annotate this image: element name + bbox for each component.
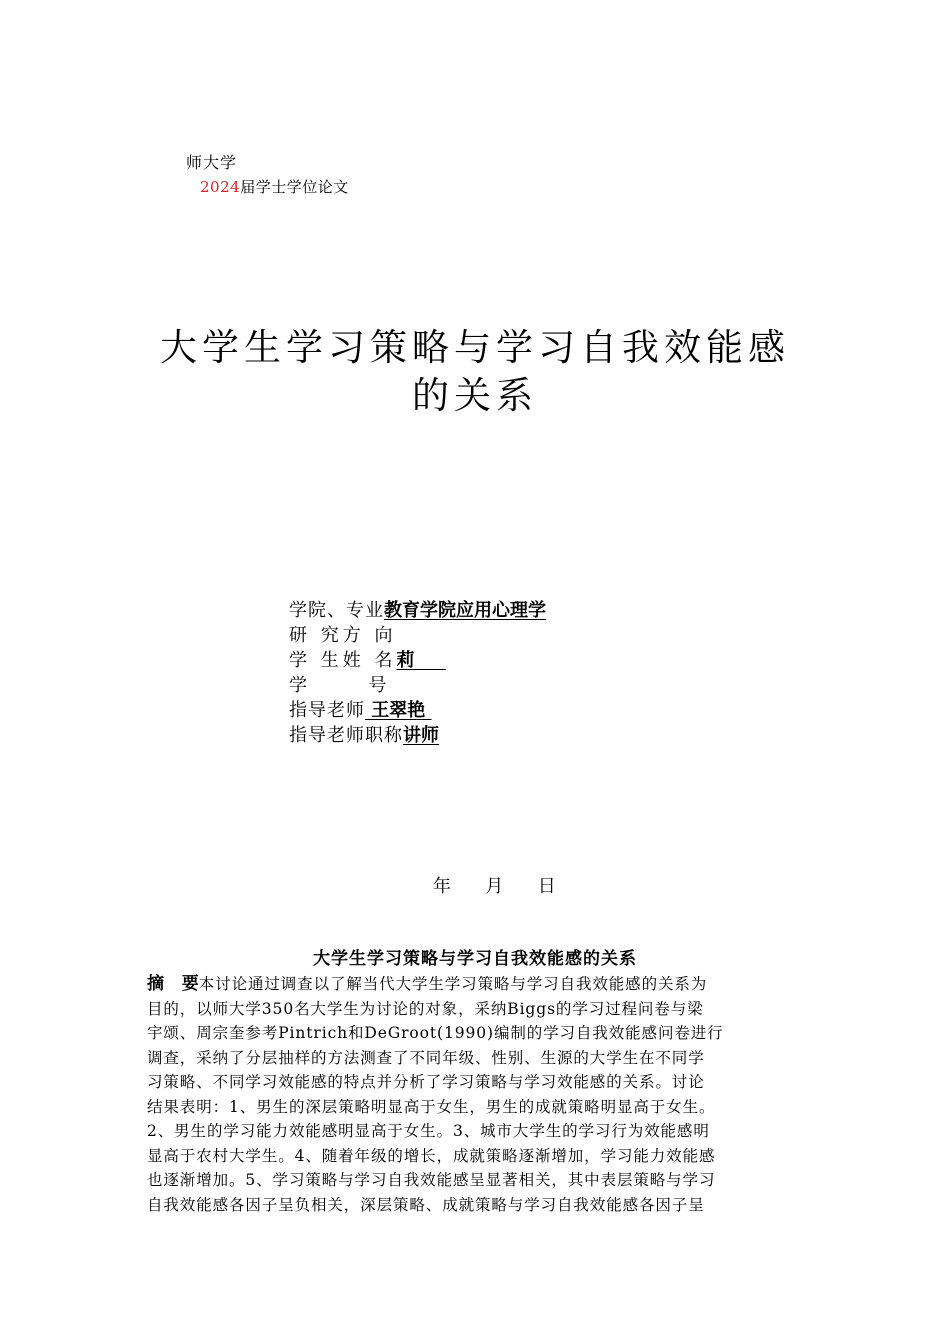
abstract-line: 也逐渐增加。5、学习策略与学习自我效能感呈显著相关，其中表层策略与学习: [147, 1171, 716, 1189]
date-month: 月: [485, 876, 504, 897]
abstract-line: 目的，以师大学350名大学生为讨论的对象，采纳Biggs的学习过程问卷与梁: [147, 999, 704, 1018]
abstract-keyword: 摘 要: [147, 974, 199, 994]
date-day: 日: [537, 876, 556, 897]
abstract-line: 自我效能感各因子呈负相关，深层策略、成就策略与学习自我效能感各因子呈: [147, 1195, 705, 1214]
abstract-line: 宇颂、周宗奎参考Pintrich和DeGroot(1990)编制的学习自我效能感问卷进行: [147, 1024, 724, 1042]
info-label: 学院、专业: [289, 600, 384, 621]
info-label: 指导老师职称: [289, 725, 403, 746]
info-row-id: [289, 673, 546, 698]
abstract-line: 2、男生的学习能力效能感明显高于女生。3、城市大学生的学习行为效能感明: [147, 1122, 710, 1140]
info-row-advisor-title: [289, 723, 546, 748]
info-label: 研 究方 向: [289, 625, 397, 646]
abstract-line: 习策略、不同学习效能感的特点并分析了学习策略与学习效能感的关系。讨论: [147, 1073, 705, 1091]
date-year: 年: [433, 876, 451, 897]
abstract-line: 结果表明：1、男生的深层策略明显高于女生，男生的成就策略明显高于女生。: [147, 1097, 716, 1116]
abstract-line: [147, 972, 827, 997]
abstract-line: 显高于农村大学生。4、随着年级的增长，成就策略逐渐增加，学习能力效能感: [147, 1146, 716, 1165]
info-label: 学 号: [289, 675, 388, 696]
info-label: 指导老师: [289, 700, 365, 721]
university-name: 师大学: [186, 153, 238, 172]
thesis-title-line1: 大学生学习策略与学习自我效能感: [160, 326, 790, 369]
info-value: 王翠艳: [365, 700, 432, 721]
info-value: 莉: [396, 650, 446, 671]
info-row-college: [289, 598, 546, 623]
info-value: 教育学院应用心理学: [384, 600, 546, 621]
abstract-line: 调查，采纳了分层抽样的方法测查了不同年级、性别、生源的大学生在不同学: [147, 1048, 705, 1067]
info-row-direction: [289, 623, 546, 648]
student-info: [289, 598, 546, 748]
abstract-heading: 大学生学习策略与学习自我效能感的关系: [313, 949, 637, 969]
submission-date: [433, 872, 556, 898]
info-row-advisor: [289, 698, 546, 723]
abstract-text: 本讨论通过调查以了解当代大学生学习策略与学习自我效能感的关系为: [198, 975, 708, 993]
abstract-body: [147, 972, 827, 1217]
thesis-year: 2024: [200, 178, 241, 196]
thesis-type-label: 届学士学位论文: [240, 178, 349, 196]
info-value: 讲师: [403, 725, 439, 746]
info-label: 学 生姓 名: [289, 650, 397, 671]
thesis-title: [0, 324, 950, 420]
info-row-name: [289, 648, 546, 673]
thesis-title-line2: 的关系: [412, 374, 538, 417]
thesis-type: [200, 176, 349, 197]
